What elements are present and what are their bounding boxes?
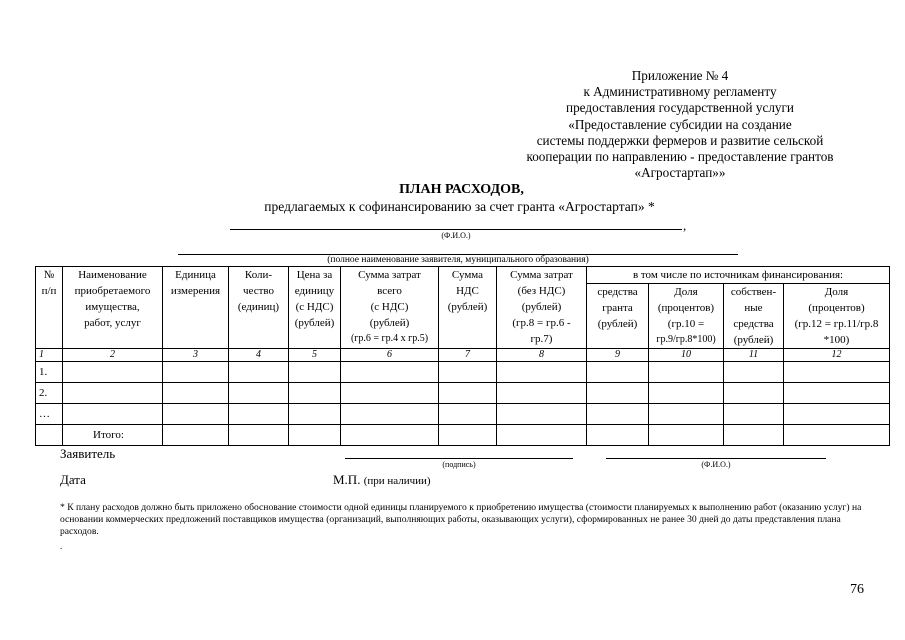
- col-number: 3: [163, 349, 229, 362]
- footnote: * К плану расходов должно быть приложено обоснование стоимости одной единицы планируемого к приобретению имущества (стоимости планируемых к выполнению работ (оказанию услуг) на основании коммерческих предложений поставщиков имущества (организаций, выполняющих работы, оказывающих услуги), сформированных не ранее 30 дней до даты представления плана расходов.: [60, 502, 862, 538]
- col-number: 10: [649, 349, 724, 362]
- appendix-line: предоставления государственной услуги: [566, 100, 794, 116]
- col-number: 4: [229, 349, 289, 362]
- fio2-caption: (Ф.И.О.): [701, 460, 731, 469]
- col-number: 12: [784, 349, 890, 362]
- header-unit: Единица измерения: [163, 267, 229, 349]
- mp-note: (при наличии): [363, 475, 431, 487]
- col-number: 1: [36, 349, 63, 362]
- total-row: [36, 425, 890, 446]
- row-number: 2.: [36, 383, 63, 404]
- col-number: 9: [587, 349, 649, 362]
- col-number: 2: [63, 349, 163, 362]
- appendix-line: «Предоставление субсидии на создание: [568, 116, 792, 132]
- header-row: [36, 267, 890, 284]
- stamp-label: [333, 472, 431, 488]
- header-total-with-vat: Сумма затрат всего (с НДС) (рублей) (гр.6 = гр.4 х гр.5): [341, 267, 439, 349]
- col-number: 7: [439, 349, 497, 362]
- appendix-line: к Административному регламенту: [583, 84, 777, 100]
- header-own-funds: собствен- ные средства (рублей): [724, 284, 784, 349]
- header-grant-share: Доля (процентов) (гр.10 = гр.9/гр.8*100): [649, 284, 724, 349]
- column-numbers-row: [36, 349, 890, 362]
- fio2-line: [606, 458, 826, 459]
- appendix-line: «Агростартап»»: [634, 165, 726, 181]
- appendix-header: [470, 68, 890, 181]
- document-subtitle: предлагаемых к софинансированию за счет гранта «Агростартап» *: [264, 199, 655, 214]
- col-number: 11: [724, 349, 784, 362]
- appendix-line: Приложение № 4: [631, 68, 729, 83]
- row-number: …: [36, 404, 63, 425]
- date-label: Дата: [60, 472, 86, 487]
- page-number: 76: [850, 582, 864, 597]
- signature-caption: (подпись): [442, 460, 476, 469]
- header-quantity: Коли- чество (единиц): [229, 267, 289, 349]
- header-num: № п/п: [36, 267, 63, 349]
- fio-caption: (Ф.И.О.): [441, 231, 471, 240]
- table-row: [36, 383, 890, 404]
- org-caption: (полное наименование заявителя, муниципального образования): [327, 255, 589, 265]
- fio-fill-line: [230, 229, 682, 230]
- col-number: 6: [341, 349, 439, 362]
- header-vat: Сумма НДС (рублей): [439, 267, 497, 349]
- footnote-dot: .: [60, 541, 63, 551]
- table-row: [36, 362, 890, 383]
- table-row: [36, 404, 890, 425]
- signature-line: [345, 458, 573, 459]
- comma: ,: [683, 218, 687, 233]
- header-own-share: Доля (процентов) (гр.12 = гр.11/гр.8 *100): [784, 284, 890, 349]
- col-number: 8: [497, 349, 587, 362]
- expense-plan-table: [35, 266, 890, 446]
- document-title: ПЛАН РАСХОДОВ,: [399, 182, 524, 197]
- total-label: Итого:: [63, 425, 163, 446]
- header-unit-price: Цена за единицу (с НДС) (рублей): [289, 267, 341, 349]
- header-name: Наименование приобретаемого имущества, работ, услуг: [63, 267, 163, 349]
- applicant-label: Заявитель: [60, 446, 116, 461]
- mp-text: М.П.: [333, 472, 361, 487]
- row-number: 1.: [36, 362, 63, 383]
- header-financing-group: в том числе по источникам финансирования:: [587, 267, 890, 284]
- header-total-without-vat: Сумма затрат (без НДС) (рублей) (гр.8 = гр.6 - гр.7): [497, 267, 587, 349]
- header-grant-funds: средства гранта (рублей): [587, 284, 649, 349]
- appendix-line: системы поддержки фермеров и развитие сельской: [536, 132, 824, 148]
- col-number: 5: [289, 349, 341, 362]
- appendix-line: кооперации по направлению - предоставление грантов: [526, 149, 834, 165]
